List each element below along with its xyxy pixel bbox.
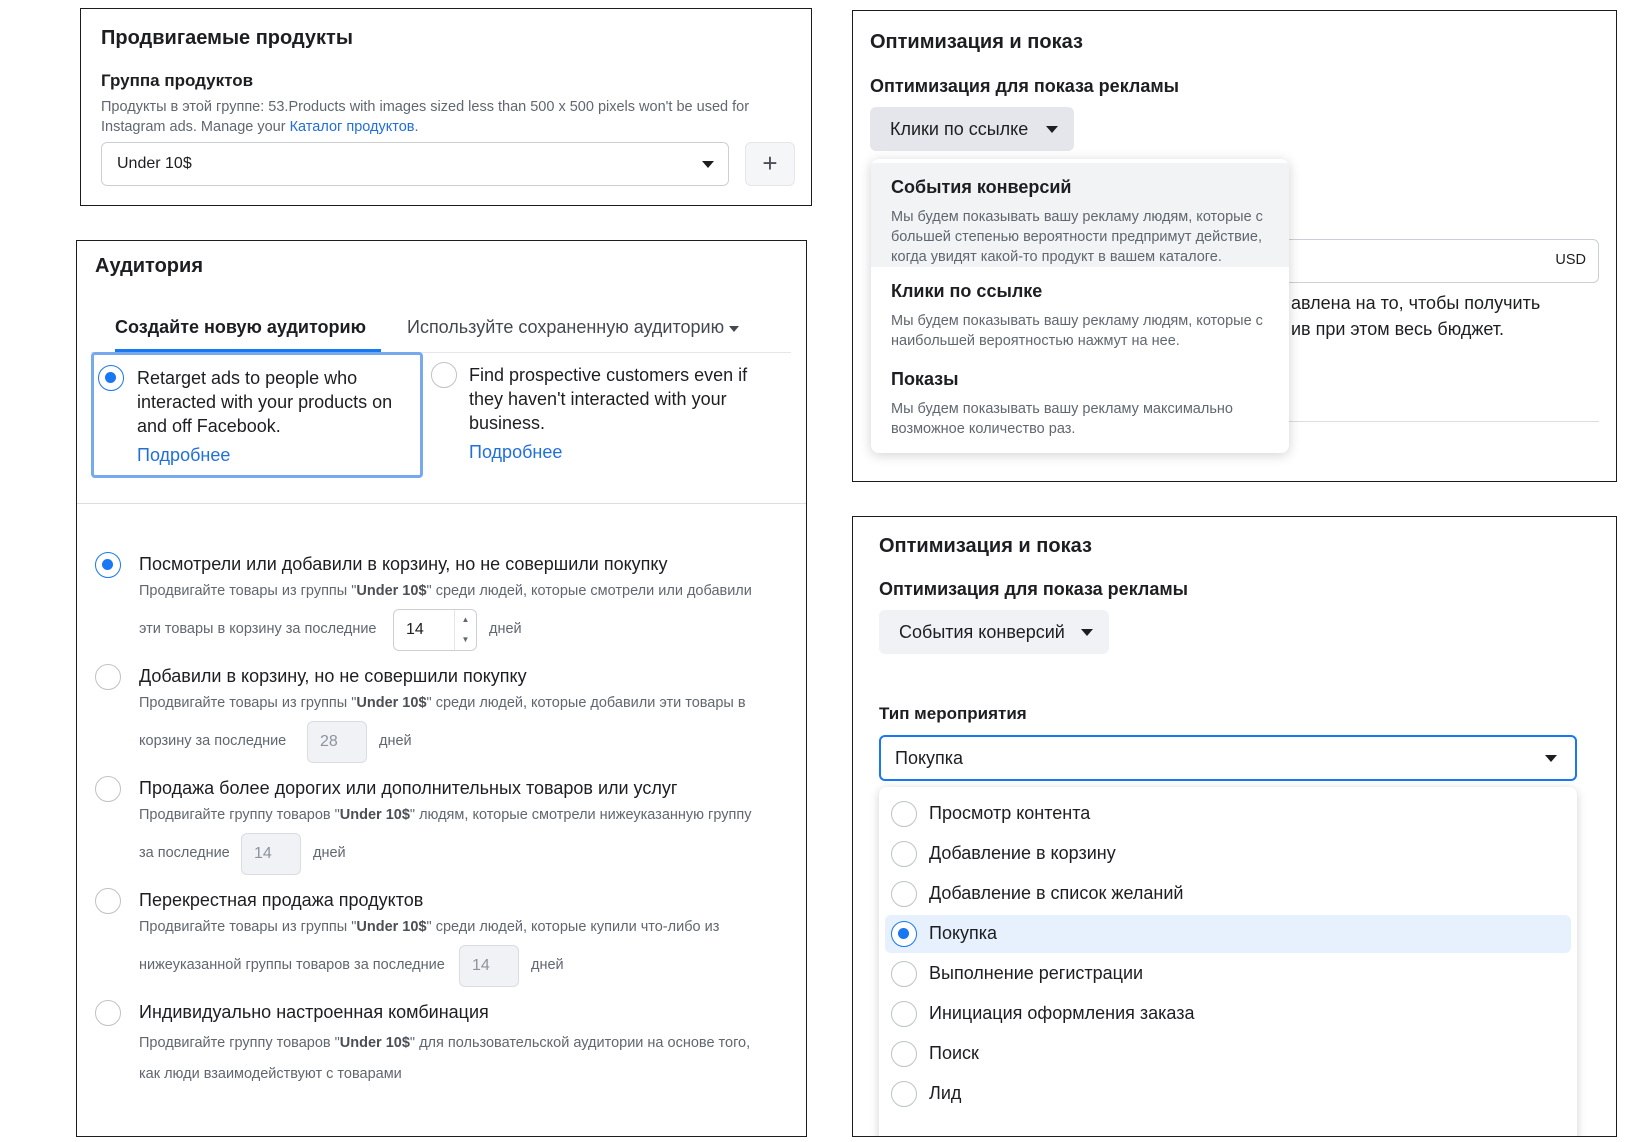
event-option-search[interactable] bbox=[885, 1035, 1571, 1073]
option-viewed-or-added-title: Посмотрели или добавили в корзину, но не совершили покупку bbox=[139, 554, 668, 574]
retarget-ads-card[interactable] bbox=[91, 352, 423, 478]
optimization-goal-dropdown[interactable] bbox=[879, 610, 1109, 654]
product-catalog-link[interactable]: Каталог продуктов bbox=[289, 119, 415, 135]
days-value: 14 bbox=[406, 621, 424, 638]
product-group-value: Under 10$ bbox=[117, 155, 192, 172]
option-upsell-radio[interactable] bbox=[95, 776, 121, 802]
menu-item-title: Показы bbox=[891, 369, 959, 389]
option-cross-sell-title: Перекрестная продажа продуктов bbox=[139, 890, 424, 910]
currency-label: USD bbox=[1555, 252, 1586, 268]
days-input-disabled: 28 bbox=[307, 721, 367, 763]
menu-item-title: События конверсий bbox=[891, 177, 1072, 197]
desc-part: Продвигайте группу товаров " bbox=[139, 807, 340, 823]
prospective-card-text: Find prospective customers even if they haven't interacted with your business. bbox=[469, 365, 748, 433]
menu-item-conversion-events[interactable] bbox=[871, 163, 1289, 267]
caret-down-icon bbox=[729, 326, 739, 332]
days-unit: дней bbox=[489, 621, 522, 637]
event-type-select[interactable] bbox=[879, 735, 1577, 781]
menu-item-link-clicks[interactable] bbox=[871, 269, 1289, 355]
optimization-panel-event-type bbox=[852, 516, 1617, 1137]
event-type-label: Тип мероприятия bbox=[879, 704, 1027, 723]
optimization-title: Оптимизация и показ bbox=[870, 31, 1083, 53]
option-added-to-cart-desc bbox=[139, 695, 746, 711]
option-added-to-cart-title: Добавили в корзину, но не совершили покупку bbox=[139, 666, 527, 686]
event-radio[interactable] bbox=[891, 881, 917, 907]
optimization-goal-label: Оптимизация для показа рекламы bbox=[879, 579, 1189, 599]
audience-panel bbox=[76, 240, 807, 1137]
group-name: Under 10$ bbox=[356, 695, 427, 711]
group-name: Under 10$ bbox=[339, 1035, 410, 1051]
days-input-disabled: 14 bbox=[459, 945, 519, 987]
optimization-goal-value: Клики по ссылке bbox=[890, 119, 1029, 139]
retarget-card-text: Retarget ads to people who interacted with your products on and off Facebook. bbox=[137, 368, 393, 436]
days-stepper[interactable] bbox=[393, 609, 477, 651]
group-name: Under 10$ bbox=[356, 919, 427, 935]
event-type-list bbox=[879, 787, 1577, 1137]
chevron-up-icon[interactable]: ▲ bbox=[461, 615, 470, 624]
event-radio[interactable] bbox=[891, 1081, 917, 1107]
caret-down-icon bbox=[1046, 126, 1058, 133]
event-option-label: Добавление в список желаний bbox=[929, 883, 1184, 903]
option-cross-sell-desc2: нижеуказанной группы товаров за последние bbox=[139, 957, 445, 973]
prospective-learn-more-link[interactable]: Подробнее bbox=[469, 442, 563, 462]
event-option-view-content[interactable] bbox=[885, 795, 1571, 833]
option-custom-combination-radio[interactable] bbox=[95, 1000, 121, 1026]
event-option-label: Добавление в корзину bbox=[929, 843, 1116, 863]
bid-strategy-text-line1: авлена на то, чтобы получить bbox=[1291, 293, 1541, 313]
promoted-products-panel bbox=[80, 8, 812, 206]
promoted-products-title: Продвигаемые продукты bbox=[101, 27, 353, 49]
optimization-goal-value: События конверсий bbox=[899, 622, 1065, 642]
prospective-radio[interactable] bbox=[431, 362, 457, 388]
event-option-label: Лид bbox=[929, 1083, 962, 1103]
option-upsell-desc bbox=[139, 807, 751, 823]
chevron-down-icon[interactable]: ▼ bbox=[461, 635, 470, 644]
add-product-group-button[interactable]: + bbox=[745, 142, 795, 186]
event-option-label: Поиск bbox=[929, 1043, 979, 1063]
tab-create-new-audience[interactable]: Создайте новую аудиторию bbox=[115, 317, 366, 337]
desc-part: " среди людей, которые купили что-либо из bbox=[426, 919, 720, 935]
optimization-goal-menu bbox=[871, 159, 1289, 453]
tab-use-saved-audience[interactable] bbox=[407, 317, 724, 338]
tab-saved-label: Используйте сохраненную аудиторию bbox=[407, 317, 725, 337]
retarget-learn-more-link[interactable]: Подробнее bbox=[137, 445, 231, 465]
event-radio-selected[interactable] bbox=[891, 921, 917, 947]
audience-title: Аудитория bbox=[95, 255, 203, 277]
desc-part: Продвигайте товары из группы " bbox=[139, 695, 357, 711]
event-option-label: Просмотр контента bbox=[929, 803, 1091, 823]
days-input-disabled: 14 bbox=[241, 833, 301, 875]
menu-item-title: Клики по ссылке bbox=[891, 281, 1043, 301]
stepper-arrows[interactable] bbox=[454, 610, 476, 650]
caret-down-icon bbox=[1081, 629, 1093, 636]
days-unit: дней bbox=[313, 845, 346, 861]
option-added-to-cart-radio[interactable] bbox=[95, 664, 121, 690]
event-option-add-to-cart[interactable] bbox=[885, 835, 1571, 873]
event-option-initiate-checkout[interactable] bbox=[885, 995, 1571, 1033]
event-radio[interactable] bbox=[891, 801, 917, 827]
optimization-goal-dropdown[interactable] bbox=[870, 107, 1074, 151]
option-viewed-or-added-desc bbox=[139, 583, 752, 599]
product-group-help bbox=[101, 97, 791, 137]
event-radio[interactable] bbox=[891, 841, 917, 867]
option-custom-combination-title: Индивидуально настроенная комбинация bbox=[139, 1002, 489, 1022]
option-upsell-title: Продажа более дорогих или дополнительных товаров или услуг bbox=[139, 778, 678, 798]
help-end: . bbox=[414, 119, 419, 135]
prospective-customers-card[interactable] bbox=[429, 352, 769, 478]
menu-item-desc: Мы будем показывать вашу рекламу людям, которые с большей степенью вероятности предпримут действие, когда увидят какой-то продукт в вашем каталоге. bbox=[891, 209, 1263, 265]
event-option-label: Выполнение регистрации bbox=[929, 963, 1144, 983]
retarget-radio[interactable] bbox=[98, 365, 124, 391]
event-option-label: Инициация оформления заказа bbox=[929, 1003, 1195, 1023]
help-text: Продукты в этой группе: 53.Products with images sized less than 500 x 500 pixels won't be used for Instagram ads. Manage your bbox=[101, 99, 750, 135]
menu-item-impressions[interactable] bbox=[871, 357, 1289, 453]
option-upsell-desc2: за последние bbox=[139, 845, 230, 861]
event-radio[interactable] bbox=[891, 1001, 917, 1027]
caret-down-icon bbox=[1545, 755, 1557, 762]
optimization-panel-menu-open bbox=[852, 10, 1617, 482]
event-option-purchase[interactable] bbox=[885, 915, 1571, 953]
desc-part: Продвигайте группу товаров " bbox=[139, 1035, 340, 1051]
event-option-complete-registration[interactable] bbox=[885, 955, 1571, 993]
event-radio[interactable] bbox=[891, 961, 917, 987]
option-added-to-cart-desc2: корзину за последние bbox=[139, 733, 287, 749]
days-unit: дней bbox=[531, 957, 564, 973]
event-radio[interactable] bbox=[891, 1041, 917, 1067]
option-custom-combination-desc bbox=[139, 1035, 750, 1051]
product-group-label: Группа продуктов bbox=[101, 71, 254, 90]
option-custom-combination-desc2: как люди взаимодействуют с товарами bbox=[139, 1066, 402, 1082]
group-name: Under 10$ bbox=[356, 583, 427, 599]
group-name: Under 10$ bbox=[339, 807, 410, 823]
product-group-select[interactable] bbox=[101, 142, 729, 186]
desc-part: " среди людей, которые добавили эти товары в bbox=[426, 695, 746, 711]
event-type-value: Покупка bbox=[895, 748, 964, 768]
section-divider bbox=[77, 503, 807, 504]
event-option-label: Покупка bbox=[929, 923, 998, 943]
caret-down-icon bbox=[702, 161, 714, 168]
desc-part: " людям, которые смотрели нижеуказанную группу bbox=[409, 807, 752, 823]
menu-item-desc: Мы будем показывать вашу рекламу максимально возможное количество раз. bbox=[891, 401, 1233, 437]
menu-item-desc: Мы будем показывать вашу рекламу людям, которые с наибольшей вероятностью нажмут на нее. bbox=[891, 313, 1263, 349]
desc-part: " для пользовательской аудитории на основе того, bbox=[409, 1035, 751, 1051]
days-unit: дней bbox=[379, 733, 412, 749]
bid-strategy-text-line2: ив при этом весь бюджет. bbox=[1291, 319, 1505, 339]
optimization-goal-label: Оптимизация для показа рекламы bbox=[870, 76, 1180, 96]
optimization-title: Оптимизация и показ bbox=[879, 535, 1092, 557]
event-option-add-to-wishlist[interactable] bbox=[885, 875, 1571, 913]
option-cross-sell-radio[interactable] bbox=[95, 888, 121, 914]
desc-part: " среди людей, которые смотрели или добавили bbox=[426, 583, 752, 599]
option-cross-sell-desc bbox=[139, 919, 719, 935]
option-viewed-or-added-desc2: эти товары в корзину за последние bbox=[139, 621, 377, 637]
option-viewed-or-added-radio[interactable] bbox=[95, 552, 121, 578]
desc-part: Продвигайте товары из группы " bbox=[139, 919, 357, 935]
event-option-lead[interactable] bbox=[885, 1075, 1571, 1113]
desc-part: Продвигайте товары из группы " bbox=[139, 583, 357, 599]
